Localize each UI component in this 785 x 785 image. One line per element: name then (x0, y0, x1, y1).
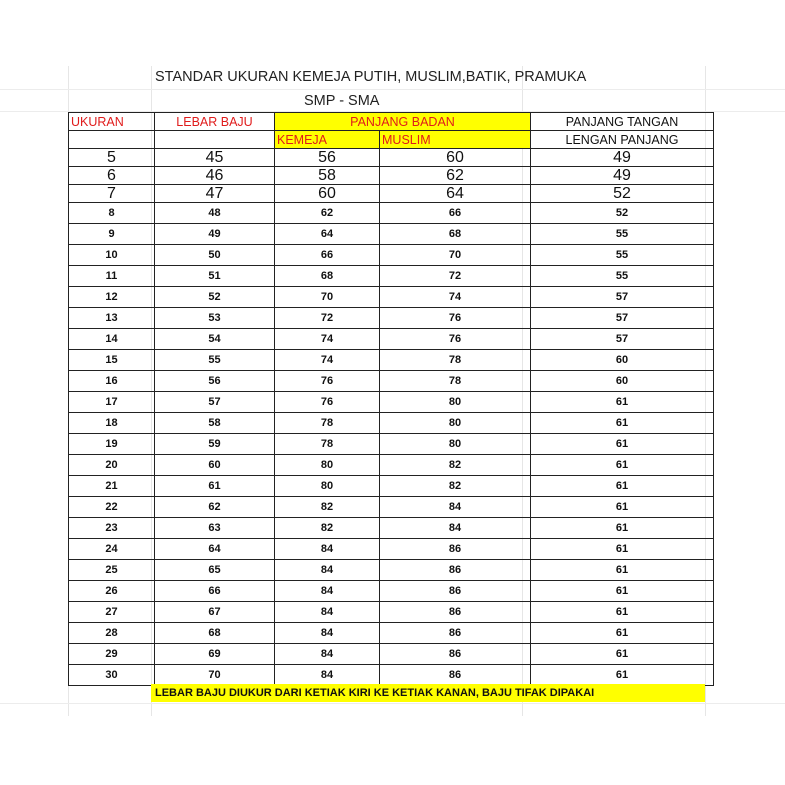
cell-ukuran: 15 (69, 350, 155, 371)
cell-kemeja: 78 (275, 434, 380, 455)
size-table (68, 112, 714, 686)
size-rows (69, 149, 714, 686)
cell-muslim: 86 (380, 665, 531, 686)
cell-kemeja: 74 (275, 350, 380, 371)
subheader-empty (155, 131, 275, 149)
cell-kemeja: 68 (275, 266, 380, 287)
cell-kemeja: 84 (275, 581, 380, 602)
cell-ukuran: 17 (69, 392, 155, 413)
cell-lebar-baju: 69 (155, 644, 275, 665)
cell-kemeja: 84 (275, 602, 380, 623)
footer-note: LEBAR BAJU DIUKUR DARI KETIAK KIRI KE KETIAK KANAN, BAJU TIFAK DIPAKAI (151, 684, 705, 702)
cell-lebar-baju: 64 (155, 539, 275, 560)
cell-muslim: 84 (380, 497, 531, 518)
cell-lebar-baju: 61 (155, 476, 275, 497)
table-row (69, 581, 714, 602)
cell-muslim: 86 (380, 560, 531, 581)
cell-lengan-panjang: 61 (531, 392, 714, 413)
table-row (69, 224, 714, 245)
table-row (69, 392, 714, 413)
cell-lebar-baju: 55 (155, 350, 275, 371)
table-row (69, 497, 714, 518)
cell-muslim: 80 (380, 413, 531, 434)
cell-lebar-baju: 65 (155, 560, 275, 581)
table-row (69, 413, 714, 434)
cell-kemeja: 74 (275, 329, 380, 350)
header-row (69, 113, 714, 131)
cell-muslim: 78 (380, 350, 531, 371)
cell-lengan-panjang: 61 (531, 581, 714, 602)
cell-lengan-panjang: 61 (531, 560, 714, 581)
table-row (69, 623, 714, 644)
cell-ukuran: 19 (69, 434, 155, 455)
cell-kemeja: 58 (275, 167, 380, 185)
cell-muslim: 64 (380, 185, 531, 203)
cell-muslim: 66 (380, 203, 531, 224)
cell-ukuran: 13 (69, 308, 155, 329)
cell-lengan-panjang: 61 (531, 623, 714, 644)
table-row (69, 602, 714, 623)
table-row (69, 266, 714, 287)
table-row (69, 665, 714, 686)
cell-kemeja: 80 (275, 455, 380, 476)
cell-ukuran: 23 (69, 518, 155, 539)
cell-kemeja: 78 (275, 413, 380, 434)
table-row (69, 560, 714, 581)
cell-lengan-panjang: 61 (531, 413, 714, 434)
cell-kemeja: 72 (275, 308, 380, 329)
cell-muslim: 74 (380, 287, 531, 308)
cell-lengan-panjang: 49 (531, 149, 714, 167)
table-row (69, 539, 714, 560)
cell-lengan-panjang: 61 (531, 644, 714, 665)
cell-kemeja: 76 (275, 371, 380, 392)
cell-ukuran: 20 (69, 455, 155, 476)
cell-ukuran: 10 (69, 245, 155, 266)
cell-lengan-panjang: 52 (531, 203, 714, 224)
cell-muslim: 80 (380, 434, 531, 455)
cell-ukuran: 28 (69, 623, 155, 644)
subheader-kemeja: KEMEJA (275, 131, 380, 149)
cell-lengan-panjang: 61 (531, 518, 714, 539)
cell-kemeja: 84 (275, 623, 380, 644)
cell-ukuran: 16 (69, 371, 155, 392)
cell-lengan-panjang: 52 (531, 185, 714, 203)
cell-muslim: 82 (380, 476, 531, 497)
cell-lebar-baju: 50 (155, 245, 275, 266)
cell-ukuran: 29 (69, 644, 155, 665)
table-row (69, 371, 714, 392)
cell-lebar-baju: 49 (155, 224, 275, 245)
cell-kemeja: 56 (275, 149, 380, 167)
cell-kemeja: 82 (275, 518, 380, 539)
cell-kemeja: 84 (275, 539, 380, 560)
cell-muslim: 82 (380, 455, 531, 476)
cell-lengan-panjang: 61 (531, 434, 714, 455)
cell-muslim: 62 (380, 167, 531, 185)
cell-muslim: 60 (380, 149, 531, 167)
cell-muslim: 86 (380, 581, 531, 602)
cell-lengan-panjang: 49 (531, 167, 714, 185)
cell-kemeja: 84 (275, 665, 380, 686)
sheet-title: STANDAR UKURAN KEMEJA PUTIH, MUSLIM,BATIK, PRAMUKA (155, 69, 587, 85)
cell-kemeja: 84 (275, 644, 380, 665)
cell-ukuran: 18 (69, 413, 155, 434)
table-row (69, 185, 714, 203)
cell-kemeja: 66 (275, 245, 380, 266)
cell-lebar-baju: 66 (155, 581, 275, 602)
cell-kemeja: 64 (275, 224, 380, 245)
cell-lengan-panjang: 61 (531, 539, 714, 560)
cell-lebar-baju: 53 (155, 308, 275, 329)
cell-lebar-baju: 48 (155, 203, 275, 224)
cell-ukuran: 5 (69, 149, 155, 167)
cell-ukuran: 30 (69, 665, 155, 686)
cell-lebar-baju: 56 (155, 371, 275, 392)
cell-muslim: 78 (380, 371, 531, 392)
cell-lebar-baju: 58 (155, 413, 275, 434)
table-row (69, 287, 714, 308)
table-row (69, 329, 714, 350)
cell-muslim: 70 (380, 245, 531, 266)
cell-lebar-baju: 63 (155, 518, 275, 539)
table-row (69, 434, 714, 455)
cell-muslim: 76 (380, 308, 531, 329)
header-panjang-tangan: PANJANG TANGAN (531, 113, 714, 131)
cell-lebar-baju: 68 (155, 623, 275, 644)
cell-lengan-panjang: 55 (531, 245, 714, 266)
cell-lebar-baju: 54 (155, 329, 275, 350)
cell-lengan-panjang: 60 (531, 350, 714, 371)
cell-kemeja: 60 (275, 185, 380, 203)
table-row (69, 644, 714, 665)
cell-ukuran: 12 (69, 287, 155, 308)
cell-lengan-panjang: 61 (531, 602, 714, 623)
table-row (69, 350, 714, 371)
subheader-muslim: MUSLIM (380, 131, 531, 149)
cell-muslim: 84 (380, 518, 531, 539)
cell-kemeja: 82 (275, 497, 380, 518)
gridline (0, 703, 785, 704)
cell-lengan-panjang: 57 (531, 308, 714, 329)
table-row (69, 476, 714, 497)
cell-ukuran: 22 (69, 497, 155, 518)
cell-ukuran: 24 (69, 539, 155, 560)
table-row (69, 245, 714, 266)
cell-lebar-baju: 70 (155, 665, 275, 686)
cell-muslim: 68 (380, 224, 531, 245)
cell-ukuran: 8 (69, 203, 155, 224)
cell-ukuran: 21 (69, 476, 155, 497)
header-panjang-badan: PANJANG BADAN (275, 113, 531, 131)
cell-lebar-baju: 67 (155, 602, 275, 623)
cell-muslim: 72 (380, 266, 531, 287)
cell-lebar-baju: 57 (155, 392, 275, 413)
cell-lengan-panjang: 61 (531, 497, 714, 518)
cell-lebar-baju: 59 (155, 434, 275, 455)
cell-ukuran: 6 (69, 167, 155, 185)
cell-muslim: 86 (380, 539, 531, 560)
header-lebar-baju: LEBAR BAJU (155, 113, 275, 131)
cell-muslim: 86 (380, 623, 531, 644)
cell-lebar-baju: 47 (155, 185, 275, 203)
cell-ukuran: 26 (69, 581, 155, 602)
gridline (0, 89, 785, 90)
subheader-row (69, 131, 714, 149)
cell-lebar-baju: 51 (155, 266, 275, 287)
header-ukuran: UKURAN (69, 113, 155, 131)
cell-ukuran: 7 (69, 185, 155, 203)
cell-lebar-baju: 62 (155, 497, 275, 518)
sheet-subtitle: SMP - SMA (304, 93, 380, 109)
cell-lengan-panjang: 60 (531, 371, 714, 392)
table-row (69, 308, 714, 329)
cell-lengan-panjang: 55 (531, 224, 714, 245)
subheader-empty (69, 131, 155, 149)
cell-kemeja: 70 (275, 287, 380, 308)
cell-lebar-baju: 46 (155, 167, 275, 185)
cell-ukuran: 9 (69, 224, 155, 245)
cell-lebar-baju: 52 (155, 287, 275, 308)
cell-lebar-baju: 60 (155, 455, 275, 476)
cell-lengan-panjang: 61 (531, 665, 714, 686)
cell-kemeja: 80 (275, 476, 380, 497)
table-row (69, 455, 714, 476)
cell-kemeja: 84 (275, 560, 380, 581)
cell-muslim: 86 (380, 602, 531, 623)
cell-lengan-panjang: 61 (531, 455, 714, 476)
cell-ukuran: 14 (69, 329, 155, 350)
cell-muslim: 76 (380, 329, 531, 350)
table-row (69, 203, 714, 224)
cell-muslim: 80 (380, 392, 531, 413)
cell-ukuran: 25 (69, 560, 155, 581)
cell-lengan-panjang: 57 (531, 287, 714, 308)
cell-ukuran: 11 (69, 266, 155, 287)
cell-kemeja: 62 (275, 203, 380, 224)
cell-lebar-baju: 45 (155, 149, 275, 167)
table-row (69, 149, 714, 167)
cell-kemeja: 76 (275, 392, 380, 413)
subheader-lengan-panjang: LENGAN PANJANG (531, 131, 714, 149)
cell-lengan-panjang: 57 (531, 329, 714, 350)
cell-ukuran: 27 (69, 602, 155, 623)
table-row (69, 518, 714, 539)
table-row (69, 167, 714, 185)
cell-lengan-panjang: 61 (531, 476, 714, 497)
cell-lengan-panjang: 55 (531, 266, 714, 287)
cell-muslim: 86 (380, 644, 531, 665)
